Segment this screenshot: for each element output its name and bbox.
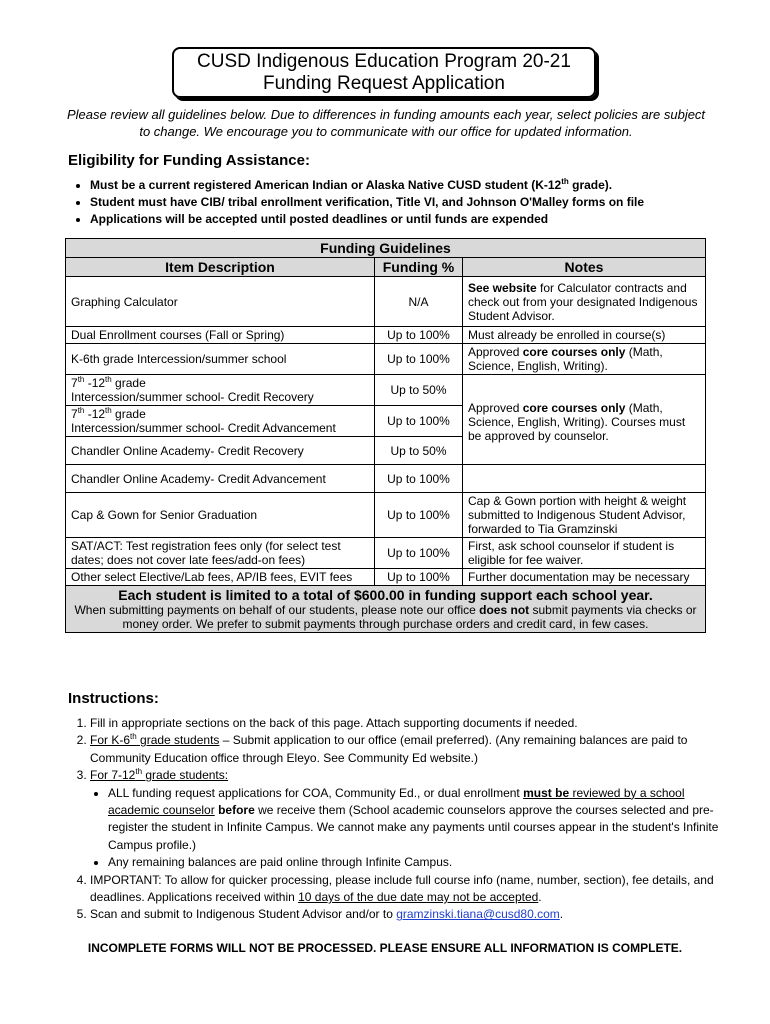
eligibility-list: [68, 177, 750, 228]
col-funding: Funding %: [375, 258, 463, 277]
instruction-item: [90, 906, 730, 923]
note-bold: core courses only: [522, 345, 626, 359]
limit-subtext: [71, 603, 700, 631]
item-text: 7: [71, 407, 78, 421]
item-text: Intercession/summer school- Credit Recovery: [71, 390, 314, 404]
instruction-underlined: reviewed by a school academic counselor: [108, 785, 685, 818]
funding-cell: Up to 100%: [375, 327, 463, 344]
item-cell: Dual Enrollment courses (Fall or Spring): [66, 327, 375, 344]
eligibility-item: [90, 177, 750, 194]
table-row: [66, 493, 706, 538]
eligibility-text: Must be a current registered American Indian or Alaska Native CUSD student (K-12: [90, 178, 562, 192]
eligibility-item: • Applications will be accepted until posted deadlines or until funds are expended: [90, 211, 750, 228]
email-link[interactable]: gramzinski.tiana@cusd80.com: [396, 907, 560, 922]
instruction-text: we receive them (School academic counselors approve the courses selected and pre-register the student in Infinite Campus. We cannot make any payments until courses appear in the student's Infinite Campus profile.): [108, 803, 719, 852]
limit-text: Each student is limited to a total of $600.00 in funding support each school year.: [118, 587, 653, 603]
item-cell: Cap & Gown for Senior Graduation: [66, 493, 375, 538]
footer-warning: INCOMPLETE FORMS WILL NOT BE PROCESSED. PLEASE ENSURE ALL INFORMATION IS COMPLETE.: [87, 941, 683, 955]
eligibility-item: • Student must have CIB/ tribal enrollment verification, Title VI, and Johnson O'Malley forms on file: [90, 194, 750, 211]
superscript: th: [561, 177, 569, 186]
instruction-subitem: [108, 785, 730, 855]
superscript: th: [130, 732, 137, 742]
funding-cell: Up to 100%: [375, 465, 463, 493]
item-cell: SAT/ACT: Test registration fees only (for select test dates; does not cover late fees/add-on fees): [66, 538, 375, 569]
notes-cell: Further documentation may be necessary: [463, 569, 706, 586]
limit-subtext-part: submit payments via checks or money order. We prefer to submit payments through purchase orders and credit card, in few cases.: [122, 603, 697, 631]
notes-cell: Cap & Gown portion with height & weight submitted to Indigenous Student Advisor, forwarded to Tia Gramzinski: [463, 493, 706, 538]
eligibility-text: grade).: [568, 178, 613, 192]
table-row: [66, 327, 706, 344]
item-cell: Other select Elective/Lab fees, AP/IB fees, EVIT fees: [66, 569, 375, 586]
instruction-text: ALL funding request applications for COA, Community Ed., or dual enrollment: [108, 785, 524, 800]
funding-cell: Up to 100%: [375, 344, 463, 375]
notes-cell: [463, 465, 706, 493]
superscript: th: [135, 767, 143, 777]
title-line-2: Funding Request Application: [263, 73, 505, 94]
funding-cell: Up to 50%: [375, 437, 463, 465]
limit-subtext-part: When submitting payments on behalf of our students, please note our office: [74, 603, 480, 617]
instruction-text: grade students: [136, 733, 220, 748]
intro-text: Please review all guidelines below. Due to differences in funding amounts each year, select policies are subject to change. We encourage you to communicate with our office for updated information.: [66, 107, 706, 139]
instruction-item: 1. Fill in appropriate sections on the back of this page. Attach supporting documents if needed.: [90, 715, 730, 732]
superscript: th: [105, 375, 112, 384]
note-bold: See website: [468, 280, 537, 295]
item-cell: [66, 375, 375, 406]
item-cell: [66, 406, 375, 437]
funding-cell: Up to 100%: [375, 538, 463, 569]
note-text: Approved: [468, 345, 523, 359]
item-cell: K-6th grade Intercession/summer school: [66, 344, 375, 375]
notes-cell: [463, 277, 706, 327]
instruction-text: – Submit application to our office (email preferred). (Any remaining balances are paid to Community Education office through Eleyo. See Community Ed website.): [90, 733, 688, 765]
instructions-list: [68, 715, 730, 924]
superscript: th: [77, 406, 85, 415]
notes-cell: First, ask school counselor if student is eligible for fee waiver.: [463, 538, 706, 569]
eligibility-heading: Eligibility for Funding Assistance:: [68, 152, 310, 169]
note-text: (Math, Science, English, Writing). Courses must be approved by counselor.: [468, 401, 686, 443]
col-item-description: Item Description: [66, 258, 375, 277]
instruction-text: .: [538, 890, 542, 905]
instruction-item: [90, 732, 730, 767]
item-text: Intercession/summer school- Credit Advancement: [71, 421, 336, 435]
limit-subtext-bold: does not: [479, 603, 530, 617]
funding-guidelines-table: [65, 238, 706, 633]
notes-cell: [463, 344, 706, 375]
notes-cell: [463, 375, 706, 465]
superscript: th: [105, 406, 112, 415]
table-row: [66, 375, 706, 406]
note-bold: core courses only: [522, 401, 626, 415]
instruction-underlined: [90, 733, 219, 747]
title-box: [172, 47, 596, 98]
note-text: (Math, Science, English, Writing).: [468, 345, 663, 373]
table-title: Funding Guidelines: [66, 239, 706, 258]
instruction-bold: must be: [523, 785, 570, 800]
limit-row: [66, 586, 706, 633]
table-row: [66, 465, 706, 493]
instruction-text: For 7-12: [90, 768, 136, 783]
instruction-subitem: • Any remaining balances are paid online through Infinite Campus.: [108, 854, 730, 871]
note-text: Approved: [468, 401, 523, 415]
instruction-text: Scan and submit to Indigenous Student Advisor and/or to: [90, 907, 397, 922]
item-text: grade: [111, 407, 146, 421]
item-text: -12: [84, 407, 106, 421]
instruction-bold: before: [214, 803, 255, 818]
instruction-underlined: [90, 768, 228, 782]
funding-cell: N/A: [375, 277, 463, 327]
instruction-sublist: [90, 785, 730, 872]
instructions-heading: Instructions:: [68, 690, 159, 707]
instruction-text: For K-6: [90, 733, 131, 748]
table-row: [66, 344, 706, 375]
item-text: grade: [111, 376, 146, 390]
instruction-item: [90, 767, 730, 871]
instruction-item: [90, 872, 730, 907]
col-notes: Notes: [463, 258, 706, 277]
instruction-text: IMPORTANT: To allow for quicker processing, please include full course info (name, number, section), fee details, and deadlines. Applications received within: [90, 872, 714, 905]
instruction-underlined: 10 days of the due date may not be accepted: [298, 890, 539, 905]
instruction-text: grade students:: [142, 768, 229, 783]
item-text: 7: [71, 376, 78, 390]
item-cell: Graphing Calculator: [66, 277, 375, 327]
item-text: -12: [84, 376, 106, 390]
title-line-1: CUSD Indigenous Education Program 20-21: [197, 51, 571, 72]
table-row: [66, 277, 706, 327]
table-row: [66, 538, 706, 569]
table-row: [66, 569, 706, 586]
funding-cell: Up to 100%: [375, 406, 463, 437]
funding-cell: Up to 50%: [375, 375, 463, 406]
funding-cell: Up to 100%: [375, 493, 463, 538]
notes-cell: Must already be enrolled in course(s): [463, 327, 706, 344]
item-cell: Chandler Online Academy- Credit Recovery: [66, 437, 375, 465]
item-cell: Chandler Online Academy- Credit Advancement: [66, 465, 375, 493]
superscript: th: [77, 375, 85, 384]
instruction-text: .: [559, 907, 564, 922]
note-text: for Calculator contracts and check out from your designated Indigenous Student Advisor.: [468, 280, 698, 323]
funding-cell: Up to 100%: [375, 569, 463, 586]
limit-cell: [66, 586, 706, 633]
